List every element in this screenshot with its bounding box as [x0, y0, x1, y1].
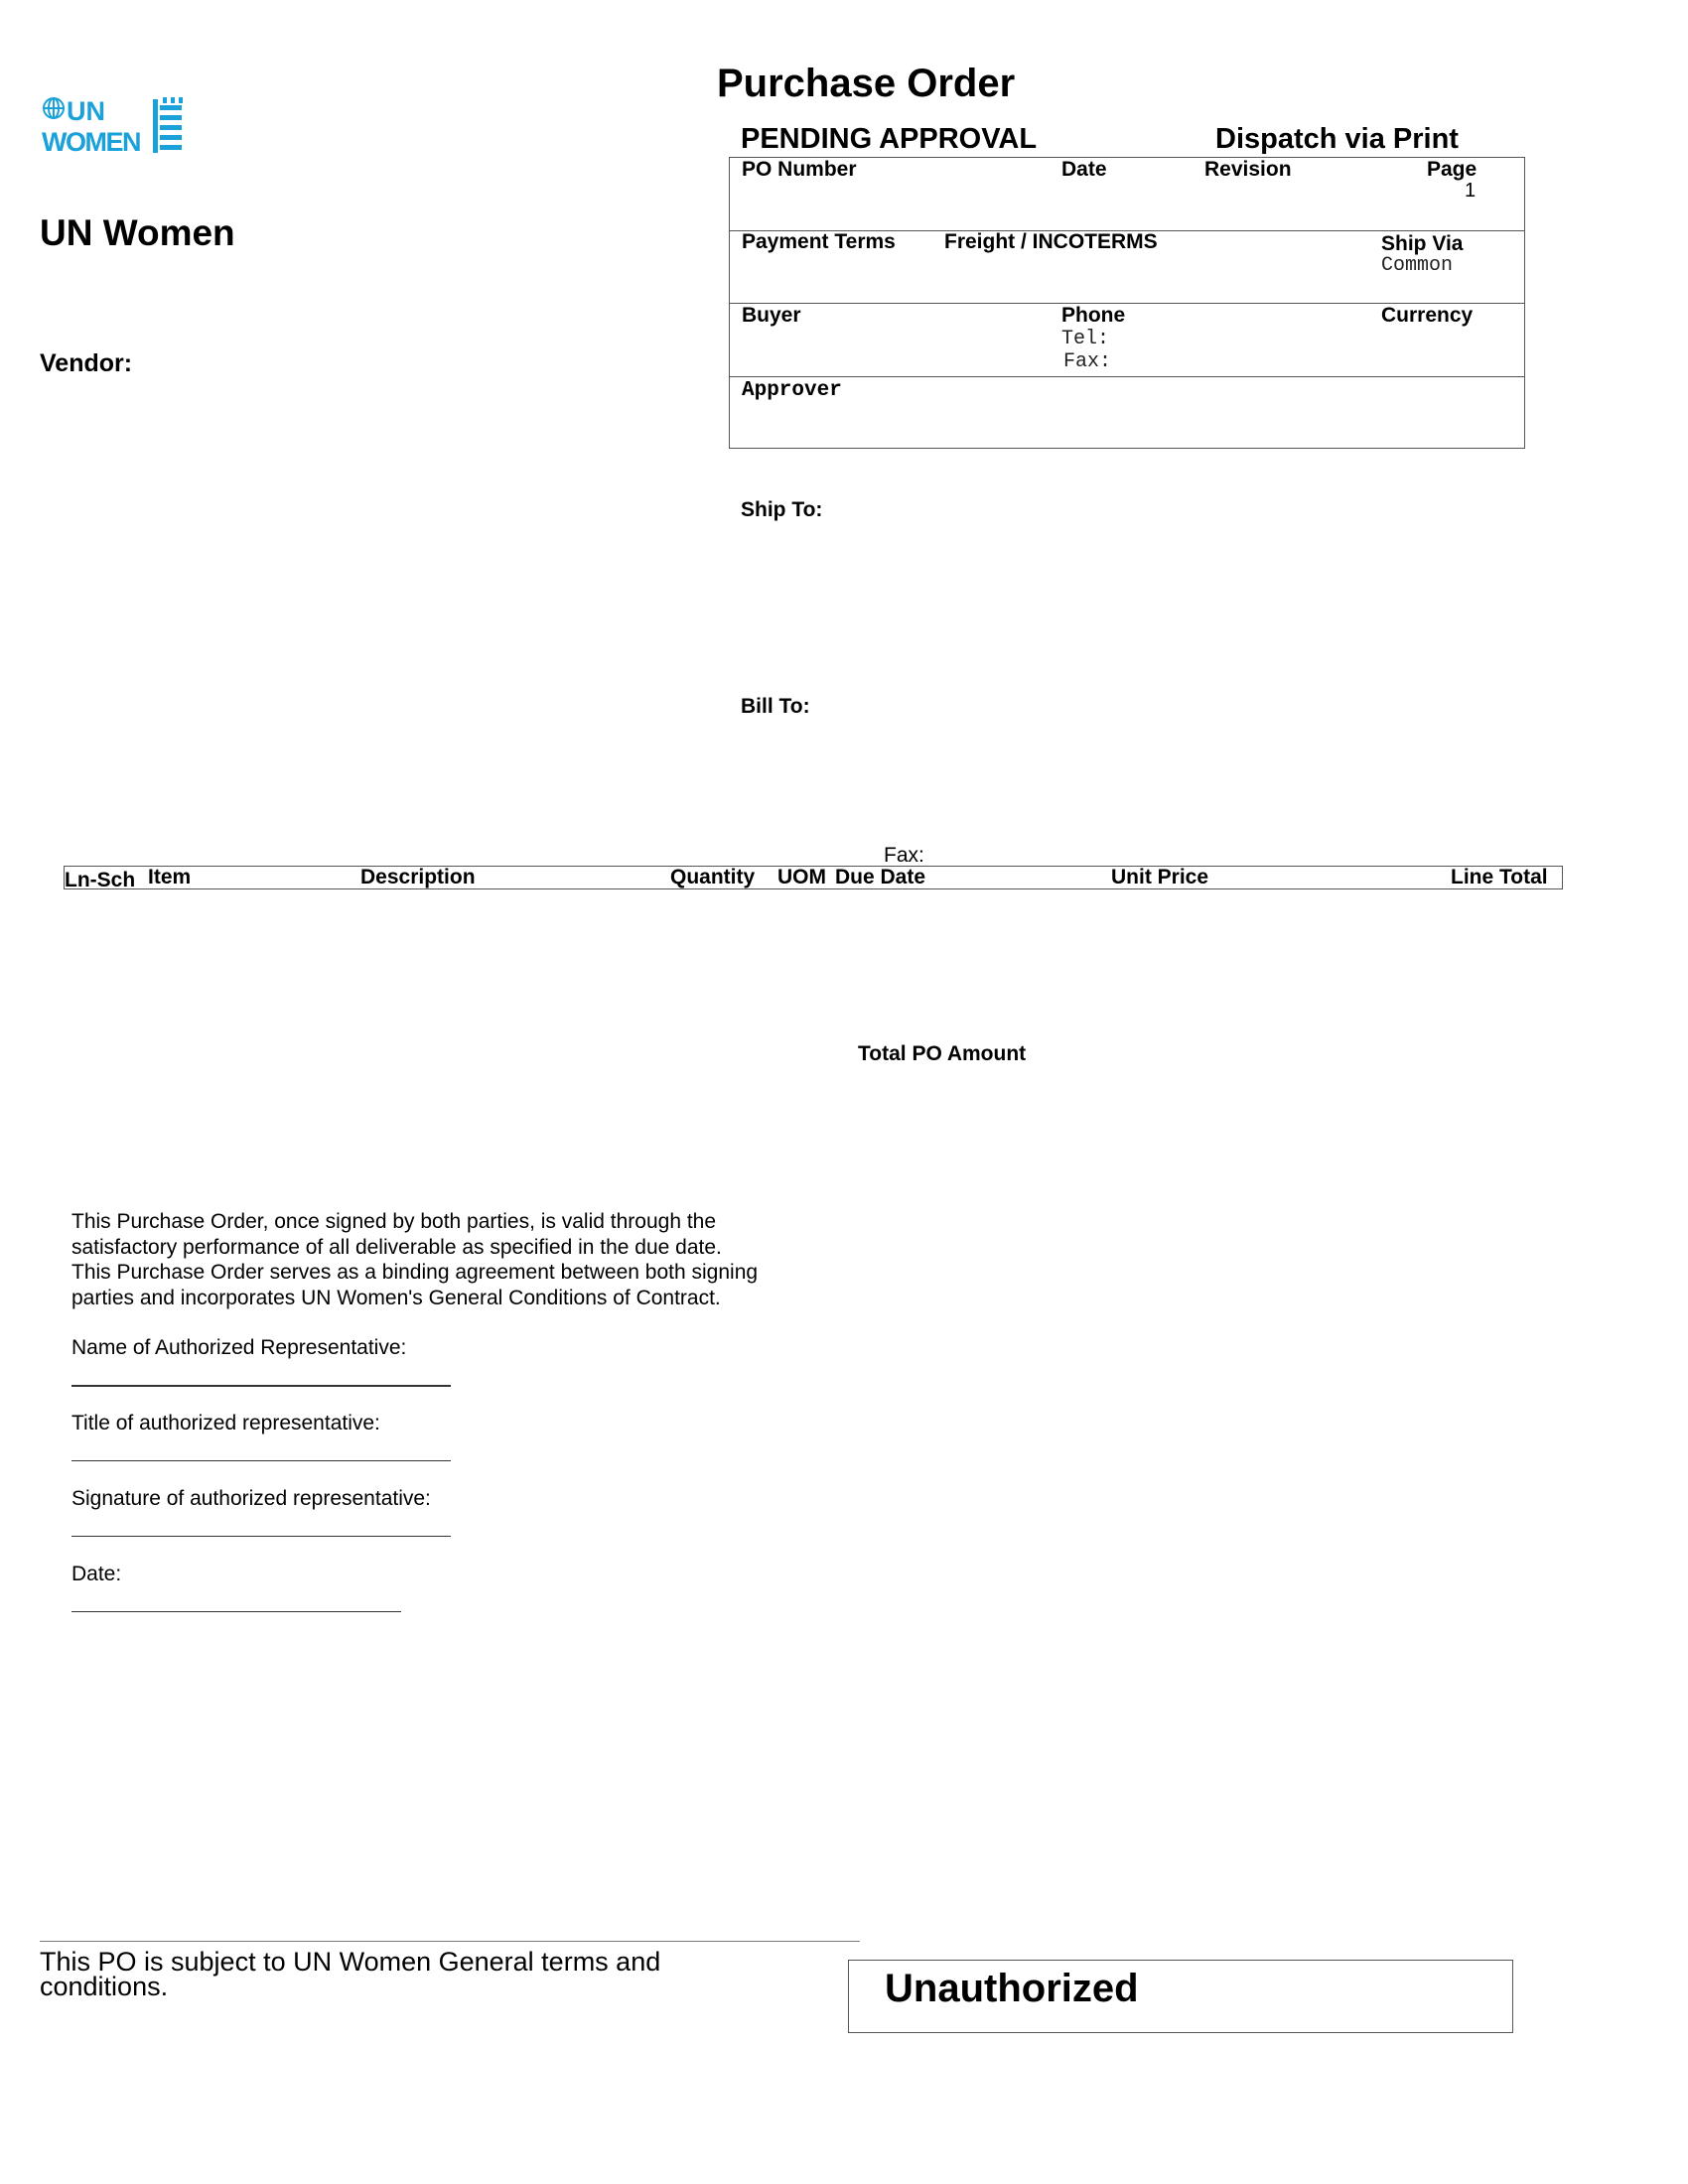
sign-date-label: Date:: [71, 1563, 122, 1585]
footer-terms-text: This PO is subject to UN Women General terms and conditions.: [40, 1947, 661, 2001]
currency-label: Currency: [1381, 304, 1474, 327]
bill-to-fax-label: Fax:: [884, 844, 924, 867]
rep-signature-line: [71, 1536, 451, 1537]
header-row-approver: [730, 377, 1524, 451]
rep-name-label: Name of Authorized Representative:: [71, 1336, 407, 1359]
page-label: Page: [1427, 158, 1477, 181]
col-unit-price: Unit Price: [1111, 866, 1209, 888]
col-description: Description: [360, 866, 476, 888]
sign-date-line: [71, 1611, 401, 1612]
col-ln-sch: Ln-Sch: [65, 869, 136, 891]
unauthorized-text: Unauthorized: [885, 1967, 1139, 2010]
buyer-label: Buyer: [742, 304, 801, 327]
header-row-po: [730, 158, 1524, 231]
rep-name-line: [71, 1385, 451, 1387]
logo-text-women: WOMEN: [42, 127, 140, 157]
header-row-terms: [730, 230, 1524, 304]
ship-via-value: Common: [1381, 254, 1454, 277]
status-text: PENDING APPROVAL: [741, 123, 1038, 155]
organization-name: UN Women: [40, 212, 235, 253]
ship-via-label: Ship Via: [1381, 232, 1464, 255]
ship-to-label: Ship To:: [741, 498, 823, 521]
col-due-date: Due Date: [835, 866, 926, 888]
phone-label: Phone: [1061, 304, 1126, 327]
bill-to-label: Bill To:: [741, 695, 810, 718]
terms-line-4: parties and incorporates UN Women's General Conditions of Contract.: [71, 1286, 721, 1309]
rep-signature-label: Signature of authorized representative:: [71, 1487, 431, 1510]
po-number-label: PO Number: [742, 158, 857, 181]
header-row-buyer: [730, 304, 1524, 377]
payment-terms-label: Payment Terms: [742, 230, 896, 253]
col-line-total: Line Total: [1451, 866, 1548, 888]
dispatch-text: Dispatch via Print: [1215, 123, 1459, 155]
authorization-status-box: [848, 1960, 1513, 2033]
un-women-logo: [42, 95, 191, 157]
vendor-label: Vendor:: [40, 349, 133, 377]
po-header-box: [729, 157, 1525, 449]
fax-label: Fax:: [1063, 350, 1112, 373]
date-label: Date: [1061, 158, 1107, 181]
document-title: Purchase Order: [717, 62, 1016, 105]
rep-title-line: [71, 1460, 451, 1461]
col-uom: UOM: [777, 866, 826, 888]
total-po-amount-label: Total PO Amount: [858, 1042, 1027, 1065]
page-value: 1: [1465, 180, 1477, 202]
terms-line-1: This Purchase Order, once signed by both parties, is valid through the: [71, 1210, 717, 1233]
terms-line-2: satisfactory performance of all deliverable as specified in the due date.: [71, 1235, 722, 1259]
line-items-header: [64, 866, 1563, 889]
logo-text-un: UN: [67, 96, 105, 126]
tel-label: Tel:: [1061, 328, 1110, 350]
freight-label: Freight / INCOTERMS: [944, 230, 1158, 253]
terms-paragraph: [71, 1209, 826, 1310]
terms-line-3: This Purchase Order serves as a binding agreement between both signing: [71, 1261, 759, 1284]
col-item: Item: [148, 866, 192, 888]
rep-title-label: Title of authorized representative:: [71, 1412, 380, 1434]
revision-label: Revision: [1204, 158, 1292, 181]
footer-rule: [40, 1941, 860, 1942]
approver-label: Approver: [742, 379, 842, 402]
col-quantity: Quantity: [670, 866, 756, 888]
